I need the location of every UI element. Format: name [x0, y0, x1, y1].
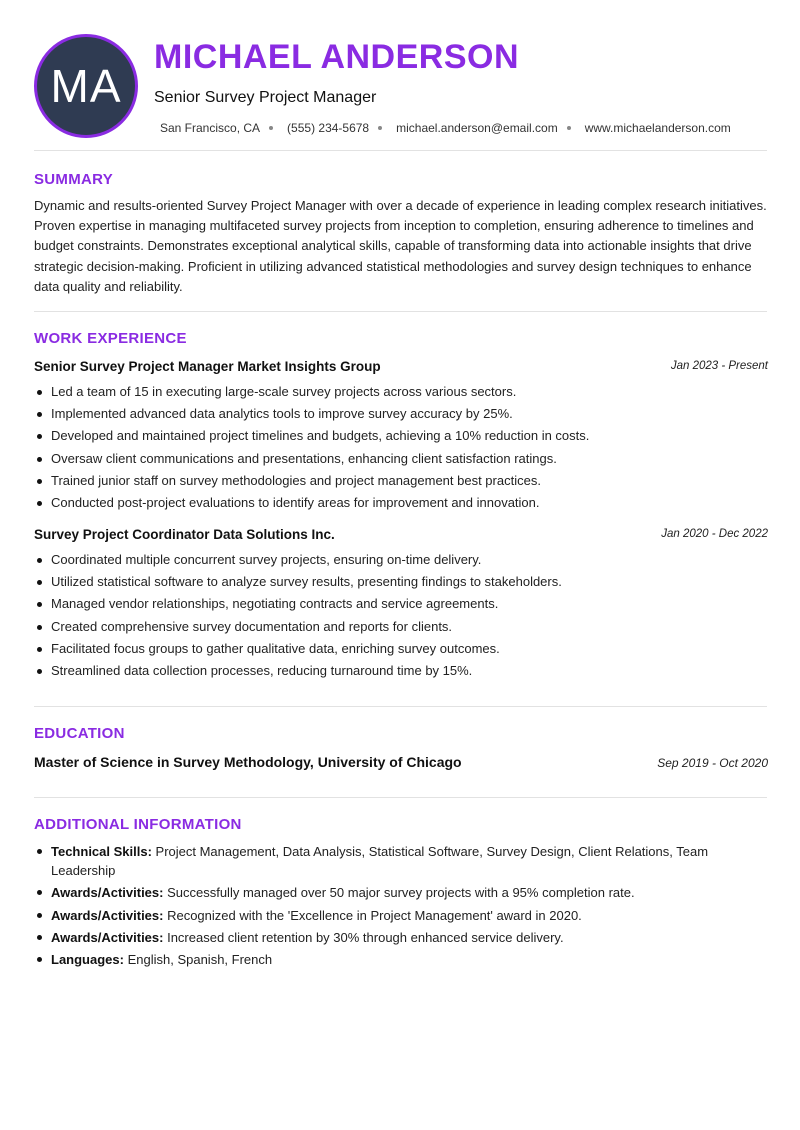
divider [34, 706, 767, 707]
info-label: Awards/Activities: [51, 929, 164, 945]
job-header [34, 359, 768, 377]
section-title-experience: WORK EXPERIENCE [34, 330, 187, 347]
avatar-initials: MA [50, 60, 122, 112]
list-item [34, 842, 768, 880]
divider [34, 797, 767, 798]
divider [34, 150, 767, 151]
info-text: Successfully managed over 50 major survey projects with a 95% completion rate. [163, 885, 635, 901]
contact-email[interactable]: michael.anderson@email.com [396, 121, 558, 135]
list-item: Oversaw client communications and presentations, enhancing client satisfaction ratings. [34, 448, 768, 470]
section-title-additional: ADDITIONAL INFORMATION [34, 816, 242, 833]
list-item: Facilitated focus groups to gather qualitative data, enriching survey outcomes. [34, 638, 768, 660]
section-title-summary: SUMMARY [34, 171, 114, 188]
candidate-name: MICHAEL ANDERSON [154, 38, 520, 76]
list-item: Trained junior staff on survey methodologies and project management best practices. [34, 470, 768, 492]
resume-header [0, 0, 800, 150]
list-item: Implemented advanced data analytics tools to improve survey accuracy by 25%. [34, 403, 768, 425]
dot-separator [269, 126, 273, 130]
info-text: Increased client retention by 30% through enhanced service delivery. [163, 929, 564, 945]
job-dates: Jan 2023 - Present [670, 360, 768, 372]
avatar [34, 34, 138, 138]
info-label: Awards/Activities: [51, 885, 164, 901]
info-text: English, Spanish, French [123, 952, 273, 968]
list-item: Coordinated multiple concurrent survey projects, ensuring on-time delivery. [34, 549, 768, 571]
contact-location: San Francisco, CA [160, 121, 261, 135]
candidate-title: Senior Survey Project Manager [154, 89, 377, 106]
education-dates: Sep 2019 - Oct 2020 [657, 756, 768, 770]
job-bullet-list [34, 549, 768, 682]
contact-website[interactable]: www.michaelanderson.com [584, 121, 731, 135]
education-entry [34, 754, 768, 772]
additional-info-list [34, 842, 768, 972]
summary-text: Dynamic and results-oriented Survey Project Manager with over a decade of experience in leading complex research initiatives. Proven expertise in managing multifaceted survey projects from inception to completion, ensuring adherence to timelines and budget constraints. Demonstrates exceptional analytical skills, capable of transforming data into actionable insights that drive strategic decision-making. Proficient in utilizing advanced statistical methodologies and survey design techniques to enhance data quality and reliability. [34, 198, 767, 294]
list-item: Led a team of 15 in executing large-scale survey projects across various sectors. [34, 381, 768, 403]
info-label: Technical Skills: [51, 844, 152, 859]
list-item [34, 950, 768, 969]
info-text: Recognized with the 'Excellence in Project Management' award in 2020. [163, 907, 582, 923]
list-item [34, 906, 768, 925]
contact-line [160, 121, 731, 135]
info-label: Languages: [51, 952, 124, 968]
list-item: Managed vendor relationships, negotiating contracts and service agreements. [34, 593, 768, 615]
list-item [34, 883, 768, 902]
job-title: Survey Project Coordinator Data Solutions Inc. [34, 527, 335, 542]
list-item: Created comprehensive survey documentation and reports for clients. [34, 616, 768, 638]
list-item [34, 928, 768, 947]
job-title: Senior Survey Project Manager Market Insights Group [34, 359, 381, 374]
dot-separator [378, 126, 382, 130]
section-title-education: EDUCATION [34, 725, 125, 742]
degree-title: Master of Science in Survey Methodology, University of Chicago [34, 754, 462, 770]
contact-phone[interactable]: (555) 234-5678 [287, 121, 370, 135]
list-item: Developed and maintained project timelines and budgets, achieving a 10% reduction in costs. [34, 425, 768, 447]
dot-separator [567, 126, 571, 130]
list-item: Streamlined data collection processes, reducing turnaround time by 15%. [34, 660, 768, 682]
job-dates: Jan 2020 - Dec 2022 [661, 528, 768, 540]
list-item: Conducted post-project evaluations to identify areas for improvement and innovation. [34, 492, 768, 514]
list-item: Utilized statistical software to analyze survey results, presenting findings to stakeholders. [34, 571, 768, 593]
job-header [34, 527, 768, 545]
info-label: Awards/Activities: [51, 907, 164, 923]
job-bullet-list [34, 381, 768, 514]
divider [34, 311, 767, 312]
info-text: Project Management, Data Analysis, Statistical Software, Survey Design, Client Relations, Team Leadership [51, 844, 709, 878]
